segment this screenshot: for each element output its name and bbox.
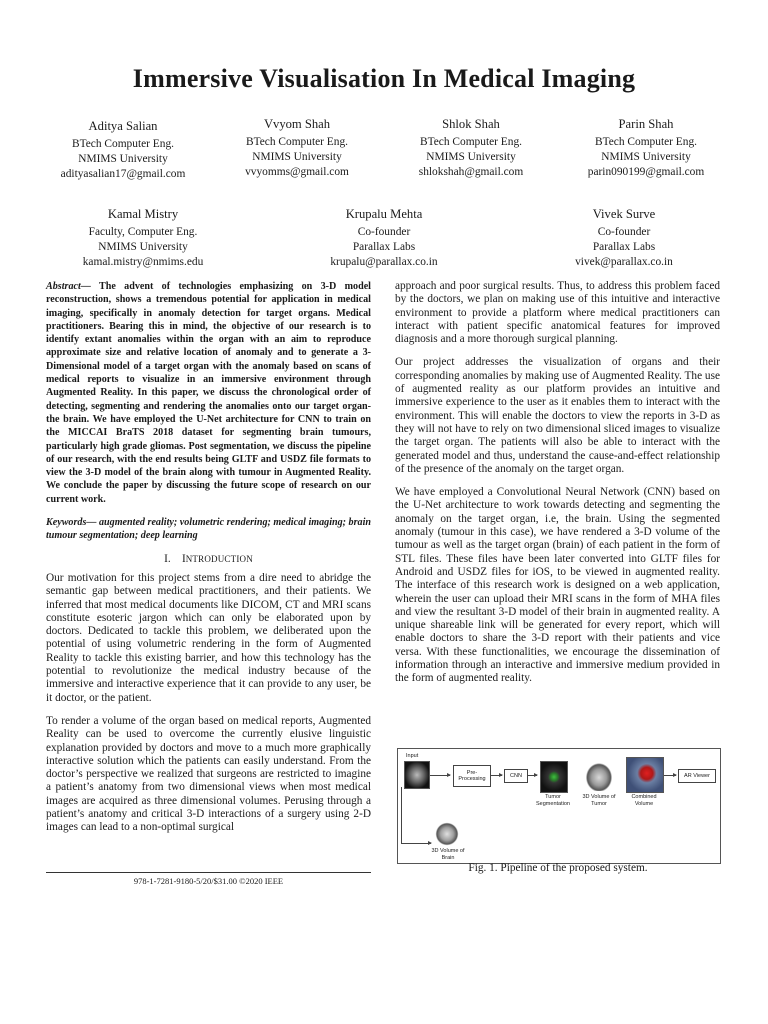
ar-viewer-label: AR Viewer xyxy=(684,772,710,779)
author-name: Vvyom Shah xyxy=(263,117,331,131)
body-paragraph: Our project addresses the visualization of organs and their corresponding anomalies by making use of Augmented Reality. The use of augmented reality as our platform provides an intuitive and immersive experience to the user as it enables them to interact with the environment. This will enable the doctors to view the reports in 3-D as they will not have to rely on two dimensional sliced images to visualize the target organ. The patients will also be able to interact with the generated model and thus, understand the cause-and-effect relationship of the presence of the anomaly on the target organ. xyxy=(395,356,720,475)
abstract-text: The advent of technologies emphasizing on 3-D model reconstruction, shows a tremendous potential for application in medical imaging, specifically in anomaly detection for target organs. Medical practitioners. Bearing this in mind, the objective of our research is to identify extant anomalies within the organ with an aim to reproduce approximate size and relative location of anomaly and to generate a 3-Dimensional model of a target organ with the anomaly based on scans of medical reports to visualize in an immersive environment through Augmented Reality. In this paper, we discuss the chronological order of detecting, segmenting and rendering the anomalies onto our target organ- the brain. We have employed the U-Net architecture for CNN to train on the MICCAI BraTS 2018 dataset for segmenting brain tumours, particularly high grade gliomas. Post segmentation, we discuss the pipeline of our research, with the end results being GLTF and USDZ file formats to view the 3-D model of the brain along with tumour in Augmented Reality. We conclude the paper by discussing the future scope of research on our current work. xyxy=(46,281,371,505)
author-email: shlokshah@gmail.com xyxy=(418,166,524,178)
arrow-icon xyxy=(527,775,537,776)
brain-volume-label: 3D Volume of Brain xyxy=(431,848,465,861)
arrow-icon xyxy=(664,775,676,776)
author-name: Kamal Mistry xyxy=(107,207,179,221)
keywords-label: Keywords— xyxy=(46,517,97,529)
author-email: krupalu@parallax.co.in xyxy=(330,256,438,268)
author-email: vivek@parallax.co.in xyxy=(575,256,673,268)
arrow-icon xyxy=(401,843,431,844)
author-name: Vivek Surve xyxy=(592,207,656,221)
author-block xyxy=(58,207,228,270)
author-name: Krupalu Mehta xyxy=(345,207,423,221)
preprocessing-label: Pre-Processing xyxy=(458,769,486,782)
author-organization: NMIMS University xyxy=(98,241,188,253)
body-paragraph: approach and poor surgical results. Thus, to address this problem faced by the doctors, we plan on making use of this intuitive and interactive environment to provide a platform where medical practitioners can interact with patient specific anatomical features for improved diagnosis and a more thorough surgical planning. xyxy=(395,280,720,346)
author-organization: Parallax Labs xyxy=(592,241,656,253)
section-title-initial: I xyxy=(181,552,186,565)
figure-caption: Fig. 1. Pipeline of the proposed system. xyxy=(468,862,648,874)
pipeline-figure xyxy=(397,748,721,864)
author-block xyxy=(212,117,382,180)
combined-volume-image xyxy=(626,757,664,793)
author-name: Parin Shah xyxy=(618,117,674,131)
author-block xyxy=(386,117,556,180)
combined-volume-label: Combined Volume xyxy=(631,794,657,807)
preprocessing-box xyxy=(453,765,491,787)
abstract xyxy=(46,280,371,506)
author-email: adityasalian17@gmail.com xyxy=(60,168,186,180)
tumor-segmentation-label: Tumor Segmentation xyxy=(536,794,570,807)
author-organization: NMIMS University xyxy=(252,151,342,163)
section-heading xyxy=(46,553,371,566)
author-email: kamal.mistry@nmims.edu xyxy=(82,256,204,268)
author-affiliation: Co-founder xyxy=(357,226,411,238)
author-block xyxy=(561,117,731,180)
tumor-volume-image xyxy=(584,761,614,791)
cnn-box xyxy=(504,769,528,783)
input-label: Input xyxy=(406,753,419,759)
author-organization: NMIMS University xyxy=(78,153,168,165)
author-affiliation: BTech Computer Eng. xyxy=(594,136,697,148)
left-column xyxy=(46,280,371,845)
author-affiliation: BTech Computer Eng. xyxy=(71,138,174,150)
author-organization: NMIMS University xyxy=(601,151,691,163)
body-paragraph: We have employed a Convolutional Neural Network (CNN) based on the U-Net architecture to work towards detecting and segmenting the anomaly on the target organ, i.e, the brain. Using the segmented anomaly (tumour in this case), we have rendered a 3-D volume of the tumour as well as the target organ (brain) of each patient in the form of STL files. These files have been later converted into GLTF files for Android and USDZ files for iOS, to be viewed in augmented reality. The interface of this research work is designed on a web application, wherein the user can upload their MRI scans in the form of MHA files and view the resultant 3-D model of their brain in augmented reality. A unique shareable link will be generated for every report, which will enable doctors to share the 3-D report with their patients and vice versa. With these functionalities, we encourage the dissemination of information through an interactive and immersive medium provided in the form of augmented reality. xyxy=(395,486,720,685)
author-affiliation: Co-founder xyxy=(597,226,651,238)
body-paragraph: To render a volume of the organ based on medical reports, Augmented Reality can be used to overcome the currently elusive linguistic explanation provided by doctors and move to a much more graphically interactive solution which the patients can easily understand. From the doctor’s perspective we realized that surgeons are restricted to imagine a patient’s anatomy from two dimensional views when most medical images are acquired as three dimensional volumes. Perusing through a patient’s anatomy and critical 3-D interactions of a surgery using 2-D images can lead to a non-optimal surgical xyxy=(46,714,371,834)
right-column xyxy=(395,280,720,696)
author-name: Shlok Shah xyxy=(442,117,500,131)
brain-volume-image xyxy=(434,821,460,847)
section-title-rest: NTRODUCTION xyxy=(185,553,253,564)
author-affiliation: Faculty, Computer Eng. xyxy=(88,226,198,238)
arrow-icon xyxy=(490,775,502,776)
author-block xyxy=(539,207,709,270)
ar-viewer-box xyxy=(678,769,716,783)
author-email: vvyomms@gmail.com xyxy=(245,166,349,178)
author-name: Aditya Salian xyxy=(88,119,158,133)
author-email: parin090199@gmail.com xyxy=(587,166,705,178)
paper-title: Immersive Visualisation In Medical Imaging xyxy=(132,64,636,93)
author-block xyxy=(38,119,208,182)
author-affiliation: BTech Computer Eng. xyxy=(419,136,522,148)
cnn-label: CNN xyxy=(510,772,522,779)
author-organization: NMIMS University xyxy=(426,151,516,163)
mri-input-image xyxy=(404,761,430,789)
author-block xyxy=(299,207,469,270)
footer-rule xyxy=(46,872,371,873)
section-number: I. xyxy=(164,552,171,565)
tumor-volume-label: 3D Volume of Tumor xyxy=(582,794,616,807)
keywords xyxy=(46,516,371,543)
abstract-label: Abstract— xyxy=(46,281,91,292)
tumor-segmentation-image xyxy=(540,761,568,793)
connector-line xyxy=(401,787,402,843)
arrow-icon xyxy=(430,775,450,776)
body-paragraph: Our motivation for this project stems from a dire need to abridge the semantic gap between medical practitioners, and their patients. We inferred that most medical documents like DICOM, CT and MRI scans constitute esoteric jargon which can only be elaborated upon by doctors. Dedicated to tackle this problem, we deliberated upon the potential of using volumetric rendering in the form of Augmented Reality to tackle this existing barrier, and how this technology has the potential to revolutionize the medical industry because of the immersive and interactive experience that it can provide to any user, be it doctor, or the patient. xyxy=(46,571,371,704)
keywords-text: augmented reality; volumetric rendering; medical imaging; brain tumour segmentation; deep learning xyxy=(46,517,371,542)
copyright-footer: 978-1-7281-9180-5/20/$31.00 ©2020 IEEE xyxy=(133,876,284,886)
author-affiliation: BTech Computer Eng. xyxy=(245,136,348,148)
author-organization: Parallax Labs xyxy=(352,241,416,253)
